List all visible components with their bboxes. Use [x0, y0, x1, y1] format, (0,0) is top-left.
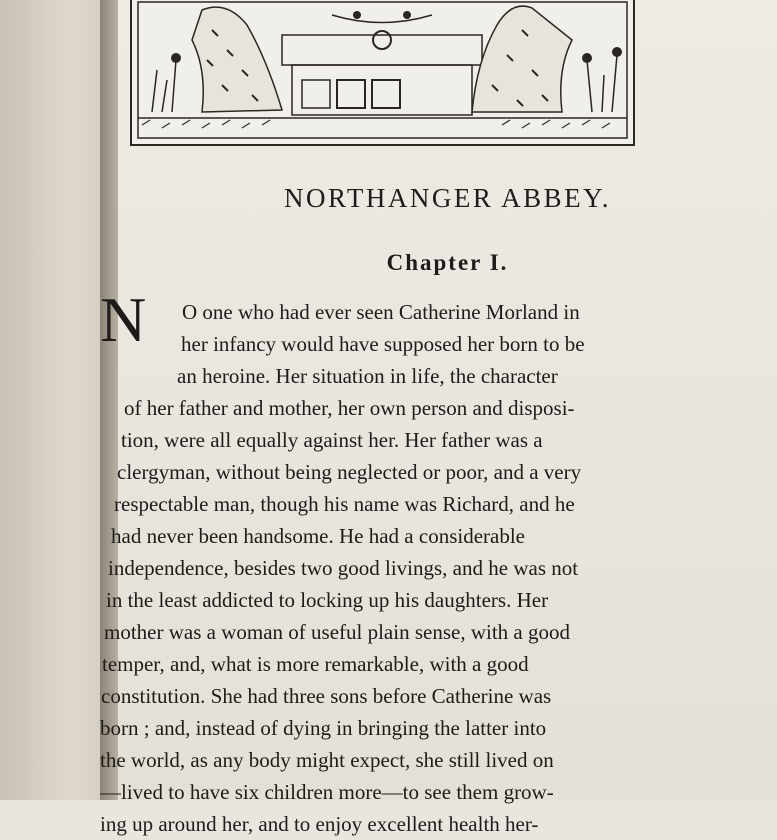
- text-line: temper, and, what is more remarkable, with a good: [102, 652, 529, 676]
- text-line: an heroine. Her situation in life, the character: [177, 364, 558, 388]
- text-line: independence, besides two good livings, and he was not: [108, 556, 579, 580]
- text-line: O one who had ever seen Catherine Morland in: [182, 300, 580, 324]
- text-line: tion, were all equally against her. Her father was a: [121, 428, 543, 452]
- chapter-heading: Chapter I.: [386, 250, 509, 275]
- text-line: her infancy would have supposed her born to be: [181, 332, 585, 356]
- text-line: the world, as any body might expect, she still lived on: [100, 748, 554, 772]
- book-title: NORTHANGER ABBEY.: [284, 183, 611, 213]
- chapter-text: [100, 284, 777, 840]
- drop-cap: N: [100, 284, 147, 355]
- text-line: of her father and mother, her own person and disposi-: [124, 396, 575, 420]
- text-line: respectable man, though his name was Richard, and he: [114, 492, 575, 516]
- text-line: —lived to have six children more—to see them grow-: [100, 780, 554, 804]
- text-line: born ; and, instead of dying in bringing the latter into: [100, 716, 547, 740]
- text-line: had never been handsome. He had a considerable: [111, 524, 525, 548]
- text-line: clergyman, without being neglected or poor, and a very: [117, 460, 582, 484]
- text-line: mother was a woman of useful plain sense, with a good: [104, 620, 570, 644]
- text-line: constitution. She had three sons before Catherine was: [101, 684, 552, 708]
- header-illustration: [130, 0, 635, 146]
- text-line: ing up around her, and to enjoy excellent health her-: [100, 812, 539, 836]
- text-line: in the least addicted to locking up his daughters. Her: [106, 588, 549, 612]
